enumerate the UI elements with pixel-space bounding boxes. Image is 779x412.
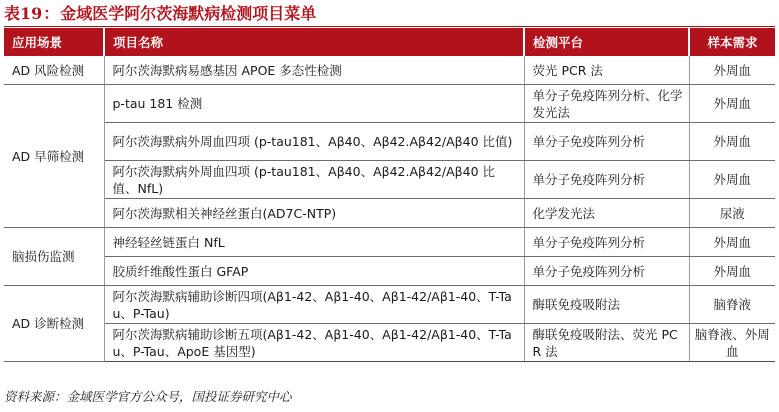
platform-cell: 酶联免疫吸附法: [524, 286, 689, 324]
platform-cell: 荧光 PCR 法: [524, 56, 689, 85]
table-number: 表19: [4, 4, 43, 23]
scene-cell: AD 诊断检测: [4, 286, 104, 362]
header-scene: 应用场景: [4, 28, 104, 56]
table-row: [4, 257, 775, 286]
platform-cell: 单分子免疫阵列分析: [524, 257, 689, 286]
title-rule: [4, 26, 775, 27]
table-row: [4, 286, 775, 324]
header-project: 项目名称: [104, 28, 524, 56]
scene-cell: AD 早筛检测: [4, 85, 104, 228]
table-title: [4, 2, 775, 26]
table-row: [4, 85, 775, 123]
sample-cell: 外周血: [689, 228, 775, 257]
sample-cell: 外周血: [689, 161, 775, 199]
sample-cell: 外周血: [689, 56, 775, 85]
table-row: [4, 123, 775, 161]
project-cell: 阿尔茨海默病辅助诊断五项(Aβ1-42、Aβ1-40、Aβ1-42/Aβ1-40、T-Tau、P-Tau、ApoE 基因型): [104, 324, 524, 362]
project-cell: 阿尔茨海默病辅助诊断四项(Aβ1-42、Aβ1-40、Aβ1-42/Aβ1-40、T-Tau、P-Tau): [104, 286, 524, 324]
header-sample: 样本需求: [689, 28, 775, 56]
table-header-row: [4, 28, 775, 56]
project-cell: 阿尔茨海默病易感基因 APOE 多态性检测: [104, 56, 524, 85]
platform-cell: 化学发光法: [524, 199, 689, 228]
project-cell: 神经轻丝链蛋白 NfL: [104, 228, 524, 257]
table-row: [4, 56, 775, 85]
sample-cell: 外周血: [689, 85, 775, 123]
scene-cell: 脑损伤监测: [4, 228, 104, 286]
platform-cell: 单分子免疫阵列分析: [524, 123, 689, 161]
platform-cell: 酶联免疫吸附法、荧光 PCR 法: [524, 324, 689, 362]
sample-cell: 外周血: [689, 257, 775, 286]
project-cell: 胶质纤维酸性蛋白 GFAP: [104, 257, 524, 286]
table-row: [4, 324, 775, 362]
table-title-text: 金域医学阿尔茨海默病检测项目菜单: [60, 4, 317, 23]
table-row: [4, 228, 775, 257]
sample-cell: 脑脊液、外周血: [689, 324, 775, 362]
platform-cell: 单分子免疫阵列分析: [524, 228, 689, 257]
project-cell: 阿尔茨海默病外周血四项 (p-tau181、Aβ40、Aβ42.Aβ42/Aβ40 比值、NfL): [104, 161, 524, 199]
platform-cell: 单分子免疫阵列分析、化学发光法: [524, 85, 689, 123]
project-cell: 阿尔茨海默病外周血四项 (p-tau181、Aβ40、Aβ42.Aβ42/Aβ40 比值): [104, 123, 524, 161]
title-separator: ：: [43, 4, 60, 23]
header-platform: 检测平台: [524, 28, 689, 56]
project-cell: 阿尔茨海默相关神经丝蛋白(AD7C-NTP): [104, 199, 524, 228]
test-menu-table: [4, 28, 775, 362]
sample-cell: 外周血: [689, 123, 775, 161]
table-row: [4, 161, 775, 199]
project-cell: p-tau 181 检测: [104, 85, 524, 123]
source-note: 资料来源：金域医学官方公众号，国投证券研究中心: [4, 389, 292, 404]
sample-cell: 脑脊液: [689, 286, 775, 324]
table-row: [4, 199, 775, 228]
sample-cell: 尿液: [689, 199, 775, 228]
platform-cell: 单分子免疫阵列分析: [524, 161, 689, 199]
scene-cell: AD 风险检测: [4, 56, 104, 85]
